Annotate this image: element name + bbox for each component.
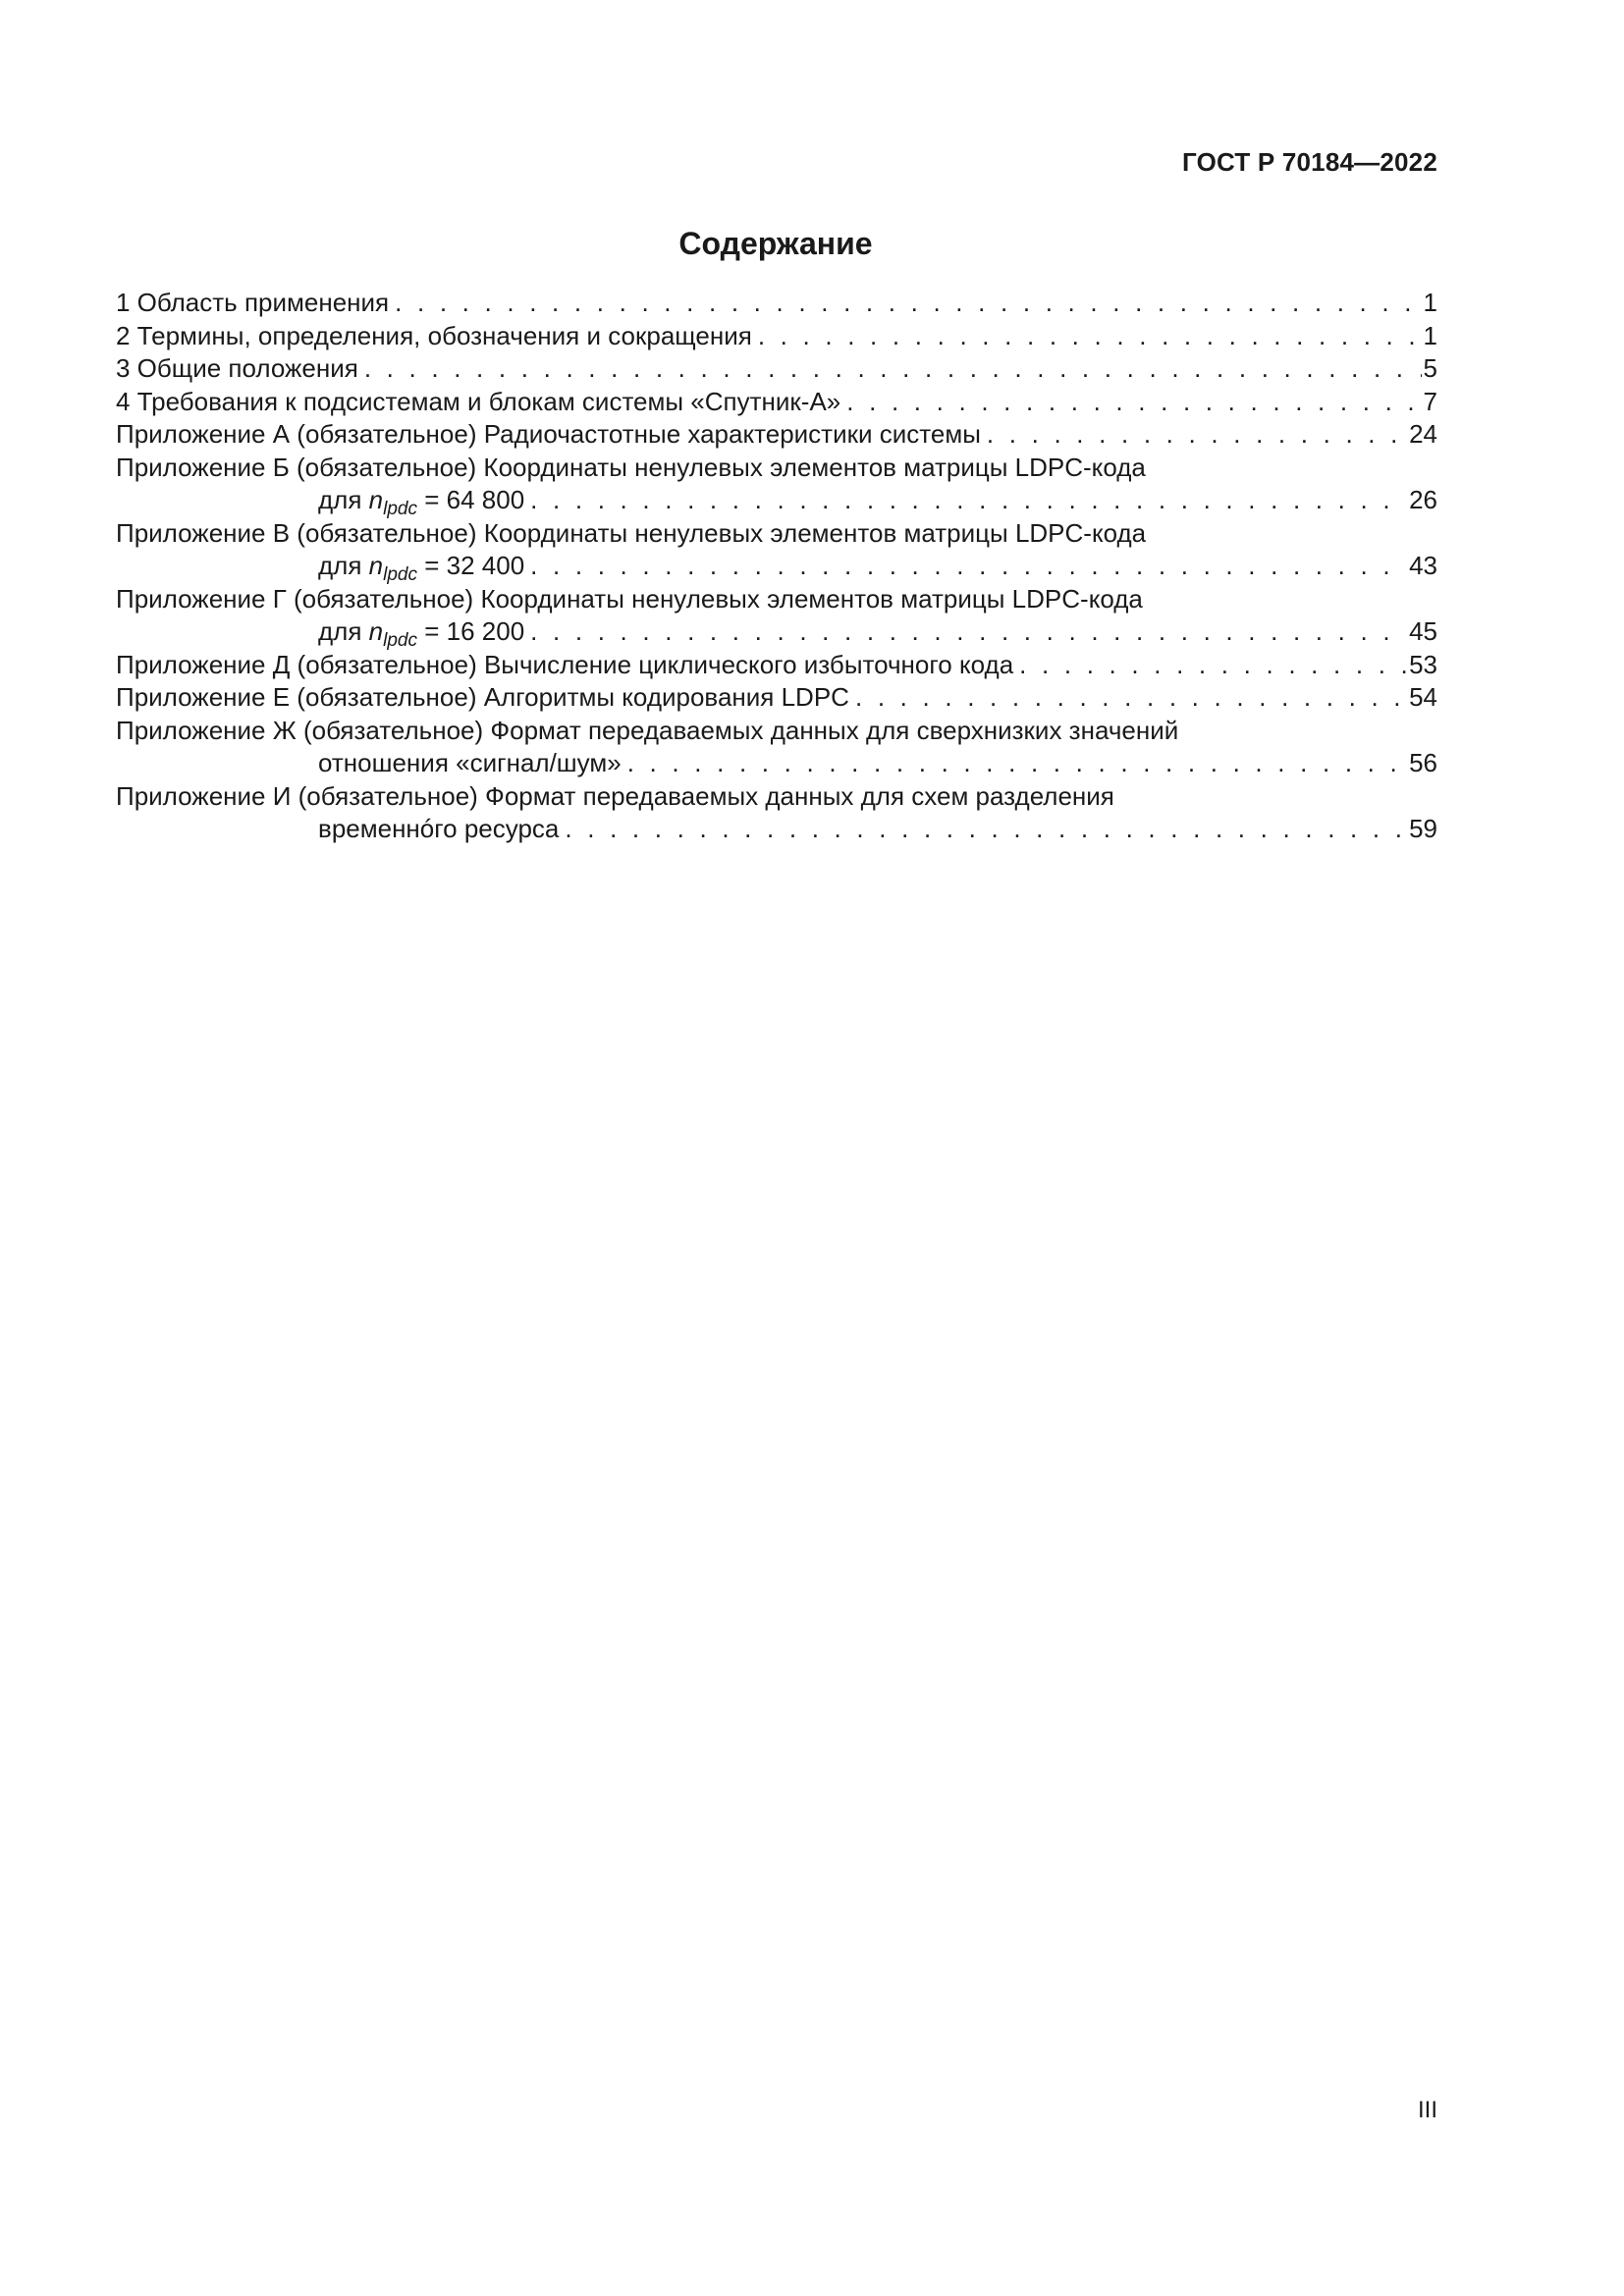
toc-entry-page: 24 bbox=[1409, 419, 1437, 449]
toc-title: Содержание bbox=[678, 226, 873, 261]
dot-leader bbox=[855, 681, 1407, 715]
toc-entry[interactable] bbox=[116, 452, 1437, 517]
dot-leader bbox=[846, 386, 1421, 419]
variable-n-lpdc: $n_{lpdc}$ bbox=[368, 485, 417, 519]
variable-n-lpdc: $n_{lpdc}$ bbox=[368, 616, 417, 651]
toc-entry-page: 5 bbox=[1423, 353, 1437, 383]
toc-entry[interactable] bbox=[116, 386, 1437, 419]
dot-leader bbox=[530, 550, 1407, 583]
toc-entry-title: Приложение Д (обязательное) Вычисление циклического избыточного кода bbox=[116, 649, 1014, 679]
document-code: ГОСТ Р 70184—2022 bbox=[1182, 147, 1437, 177]
toc-entry-title-continuation: для $n_{lpdc} = 16$ 200 bbox=[318, 616, 525, 651]
toc-entry-title: Приложение Е (обязательное) Алгоритмы кодирования LDPC bbox=[116, 682, 849, 712]
toc-entry[interactable] bbox=[116, 715, 1437, 780]
toc-entry[interactable] bbox=[116, 649, 1437, 682]
toc-entry-page: 7 bbox=[1423, 386, 1437, 416]
toc-entry-title-continuation: отношения «сигнал/шум» bbox=[318, 748, 622, 777]
dot-leader bbox=[364, 352, 1422, 386]
toc-entry[interactable] bbox=[116, 583, 1437, 649]
toc-entry-page: 43 bbox=[1409, 551, 1437, 580]
toc-entry-title: Приложение Б (обязательное) Координаты ненулевых элементов матрицы LDPC-кода bbox=[116, 452, 1146, 482]
dot-leader bbox=[530, 615, 1407, 649]
dot-leader bbox=[627, 747, 1407, 780]
toc-entry-title-continuation: для $n_{lpdc} = 32$ 400 bbox=[318, 551, 525, 585]
toc-entry-page: 26 bbox=[1409, 485, 1437, 514]
toc-entry-title: 3 Общие положения bbox=[116, 353, 358, 383]
toc-entry-page: 1 bbox=[1423, 288, 1437, 317]
page-number: III bbox=[1417, 2097, 1437, 2123]
toc-entry[interactable] bbox=[116, 780, 1437, 846]
dot-leader bbox=[565, 813, 1407, 846]
toc-entry[interactable] bbox=[116, 418, 1437, 452]
toc-entry-title: 4 Требования к подсистемам и блокам системы «Спутник-А» bbox=[116, 386, 841, 416]
dot-leader bbox=[1019, 649, 1407, 682]
toc-entry[interactable] bbox=[116, 517, 1437, 583]
dot-leader bbox=[758, 320, 1422, 353]
toc-entry-title: 2 Термины, определения, обозначения и сокращения bbox=[116, 320, 752, 350]
toc-entry-title: Приложение Г (обязательное) Координаты ненулевых элементов матрицы LDPC-кода bbox=[116, 583, 1143, 614]
toc-entry-title-continuation: временнóго ресурса bbox=[318, 814, 560, 843]
dot-leader bbox=[987, 418, 1407, 452]
toc-entry-title-continuation: для $n_{lpdc} = 64$ 800 bbox=[318, 485, 525, 519]
toc-entry[interactable] bbox=[116, 320, 1437, 353]
toc-entry[interactable] bbox=[116, 287, 1437, 320]
toc-entry[interactable] bbox=[116, 681, 1437, 715]
dot-leader bbox=[395, 287, 1421, 320]
dot-leader bbox=[530, 484, 1407, 517]
toc-entry[interactable] bbox=[116, 352, 1437, 386]
toc-entry-title: Приложение А (обязательное) Радиочастотные характеристики системы bbox=[116, 419, 981, 449]
toc-entry-title: Приложение И (обязательное) Формат передаваемых данных для схем разделения bbox=[116, 780, 1114, 811]
toc-entry-page: 1 bbox=[1423, 320, 1437, 350]
table-of-contents bbox=[116, 287, 1437, 846]
toc-entry-page: 45 bbox=[1409, 616, 1437, 646]
toc-entry-page: 53 bbox=[1409, 649, 1437, 679]
toc-entry-page: 54 bbox=[1409, 682, 1437, 712]
toc-entry-title: Приложение В (обязательное) Координаты ненулевых элементов матрицы LDPC-кода bbox=[116, 517, 1147, 548]
toc-entry-page: 59 bbox=[1409, 814, 1437, 843]
toc-entry-page: 56 bbox=[1409, 748, 1437, 777]
variable-n-lpdc: $n_{lpdc}$ bbox=[368, 551, 417, 585]
toc-entry-title: Приложение Ж (обязательное) Формат передаваемых данных для сверхнизких значений bbox=[116, 715, 1179, 745]
toc-entry-title: 1 Область применения bbox=[116, 288, 390, 317]
